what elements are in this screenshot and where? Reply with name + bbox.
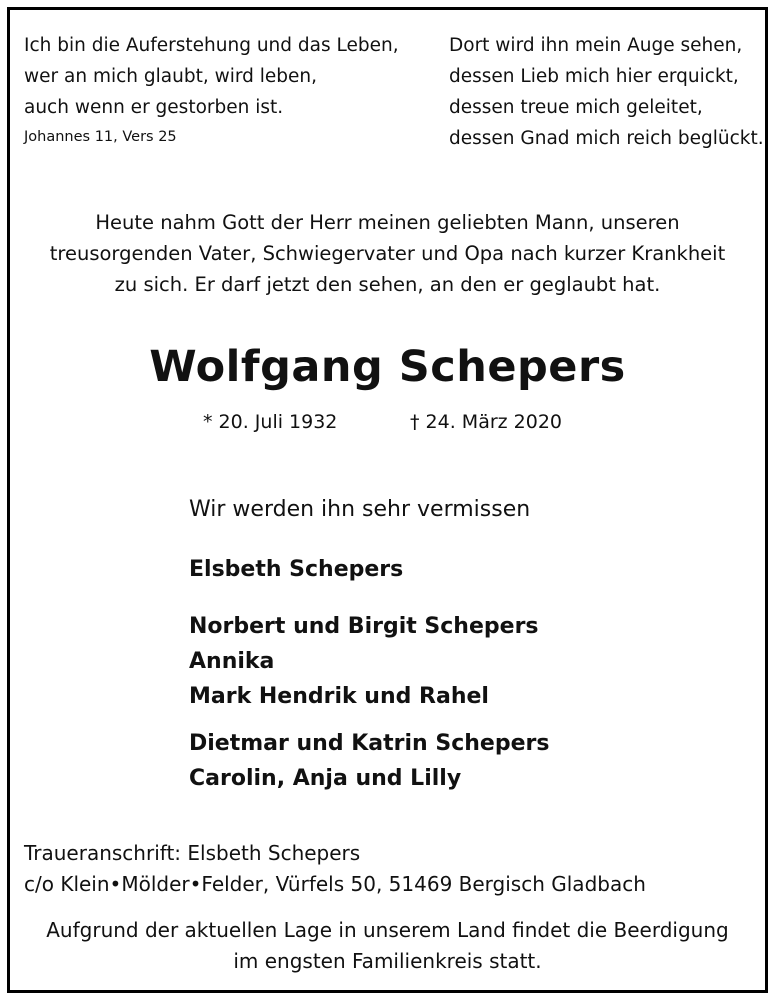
intro-line: treusorgenden Vater, Schwiegervater und Opa nach kurzer Krankheit: [49, 242, 726, 265]
verse-right-line: dessen treue mich geleitet,: [449, 97, 703, 118]
mourner-group: [189, 609, 539, 714]
mourner-name: Annika: [189, 649, 275, 674]
mourner-group: [189, 552, 403, 587]
mourning-address: [24, 838, 646, 900]
verse-right-line: Dort wird ihn mein Auge sehen,: [449, 35, 743, 56]
mourners-heading: Wir werden ihn sehr vermissen: [189, 497, 531, 522]
address-line: Traueranschrift: Elsbeth Schepers: [24, 841, 361, 865]
birth-date: * 20. Juli 1932: [203, 411, 338, 433]
verse-right-line: dessen Lieb mich hier erquickt,: [449, 66, 739, 87]
verse-right-line: dessen Gnad mich reich beglückt.: [449, 128, 764, 149]
intro-line: zu sich. Er darf jetzt den sehen, an den er geglaubt hat.: [114, 273, 661, 296]
mourner-name: Elsbeth Schepers: [189, 557, 404, 582]
verse-right: [449, 30, 764, 154]
notice-line: Aufgrund der aktuellen Lage in unserem Land findet die Beerdigung: [46, 918, 729, 942]
death-date: † 24. März 2020: [410, 411, 563, 433]
intro-line: Heute nahm Gott der Herr meinen geliebten Mann, unseren: [95, 211, 680, 234]
mourner-group: [189, 726, 549, 796]
verse-left-line: wer an mich glaubt, wird leben,: [24, 66, 318, 87]
intro-text: [0, 207, 775, 300]
verse-reference: Johannes 11, Vers 25: [24, 129, 177, 145]
mourner-name: Carolin, Anja und Lilly: [189, 766, 462, 791]
notice-line: im engsten Familienkreis statt.: [233, 949, 542, 973]
deceased-name: Wolfgang Schepers: [149, 342, 626, 392]
mourner-name: Mark Hendrik und Rahel: [189, 684, 489, 709]
mourner-name: Norbert und Birgit Schepers: [189, 614, 539, 639]
mourner-name: Dietmar und Katrin Schepers: [189, 731, 550, 756]
funeral-notice: [0, 915, 775, 977]
verse-left-line: Ich bin die Auferstehung und das Leben,: [24, 35, 399, 56]
verse-left-line: auch wenn er gestorben ist.: [24, 97, 284, 118]
address-line: c/o Klein•Mölder•Felder, Vürfels 50, 51469 Bergisch Gladbach: [24, 872, 646, 896]
verse-left: [24, 30, 399, 123]
